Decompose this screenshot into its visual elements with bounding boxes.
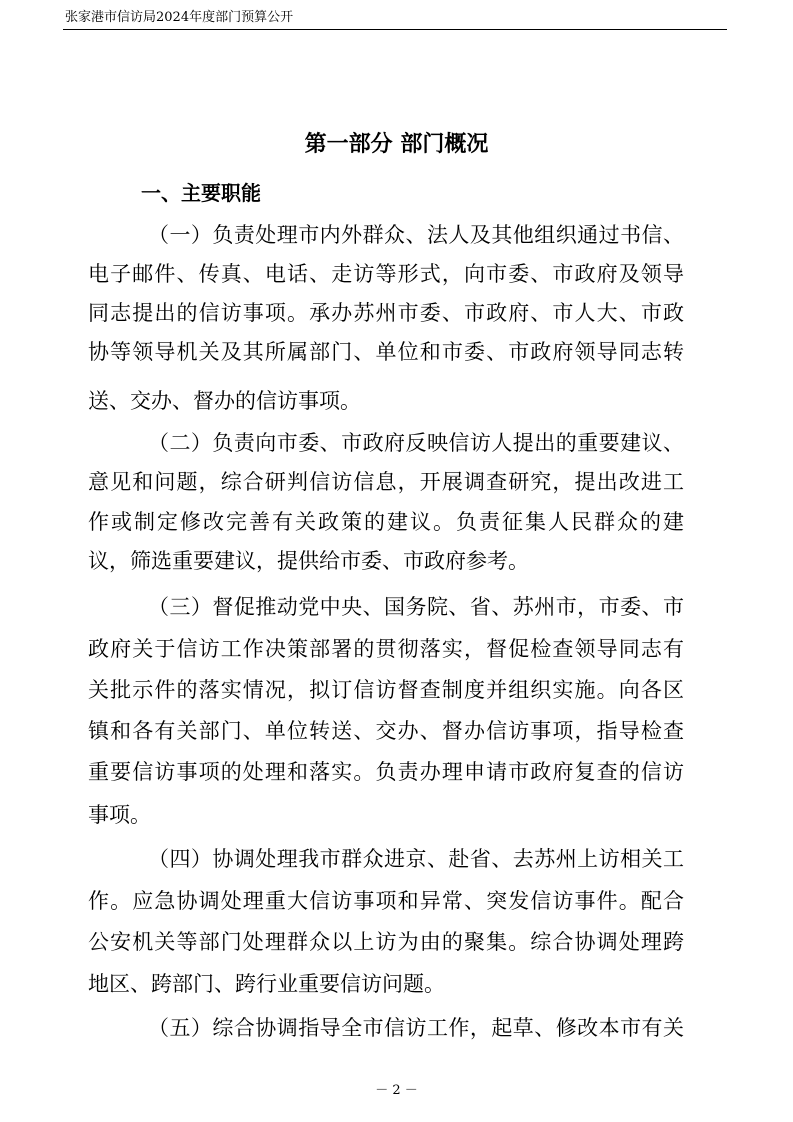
part-title: 第一部分 部门概况 <box>304 132 489 157</box>
page-number: － 2 － <box>375 1083 418 1098</box>
page-header-title: 张家港市信访局2024年度部门预算公开 <box>65 10 294 25</box>
paragraph-3-line-3: 关批示件的落实情况，拟订信访督查制度并组织实施。向各区 <box>88 678 684 702</box>
paragraph-1-line-5: 送、交办、督办的信访事项。 <box>88 389 361 413</box>
paragraph-4-line-2: 作。应急协调处理重大信访事项和异常、突发信访事件。配合 <box>88 889 684 913</box>
paragraph-1-line-1: （一）负责处理市内外群众、法人及其他组织通过书信、 <box>148 223 684 247</box>
paragraph-5-line-1: （五）综合协调指导全市信访工作，起草、修改本市有关 <box>148 1016 684 1040</box>
paragraph-4-line-1: （四）协调处理我市群众进京、赴省、去苏州上访相关工 <box>148 847 684 871</box>
paragraph-4-line-3: 公安机关等部门处理群众以上访为由的聚集。综合协调处理跨 <box>88 930 684 954</box>
paragraph-2-line-2: 意见和问题，综合研判信访信息，开展调查研究，提出改进工 <box>88 470 684 494</box>
paragraph-2-line-4: 议，筛选重要建议，提供给市委、市政府参考。 <box>88 549 529 573</box>
header-divider <box>63 29 727 30</box>
section-heading: 一、主要职能 <box>141 181 261 205</box>
paragraph-3-line-4: 镇和各有关部门、单位转送、交办、督办信访事项，指导检查 <box>88 719 684 743</box>
paragraph-3-line-6: 事项。 <box>88 803 151 827</box>
paragraph-3-line-2: 政府关于信访工作决策部署的贯彻落实，督促检查领导同志有 <box>88 637 684 661</box>
paragraph-1-line-3: 同志提出的信访事项。承办苏州市委、市政府、市人大、市政 <box>88 301 684 325</box>
paragraph-4-line-4: 地区、跨部门、跨行业重要信访问题。 <box>88 972 445 996</box>
paragraph-2-line-3: 作或制定修改完善有关政策的建议。负责征集人民群众的建 <box>88 510 684 534</box>
paragraph-1-line-4: 协等领导机关及其所属部门、单位和市委、市政府领导同志转 <box>88 340 684 364</box>
paragraph-2-line-1: （二）负责向市委、市政府反映信访人提出的重要建议、 <box>148 431 684 455</box>
paragraph-1-line-2: 电子邮件、传真、电话、走访等形式，向市委、市政府及领导 <box>88 262 684 286</box>
paragraph-3-line-1: （三）督促推动党中央、国务院、省、苏州市，市委、市 <box>148 595 684 619</box>
paragraph-3-line-5: 重要信访事项的处理和落实。负责办理申请市政府复查的信访 <box>88 760 684 784</box>
